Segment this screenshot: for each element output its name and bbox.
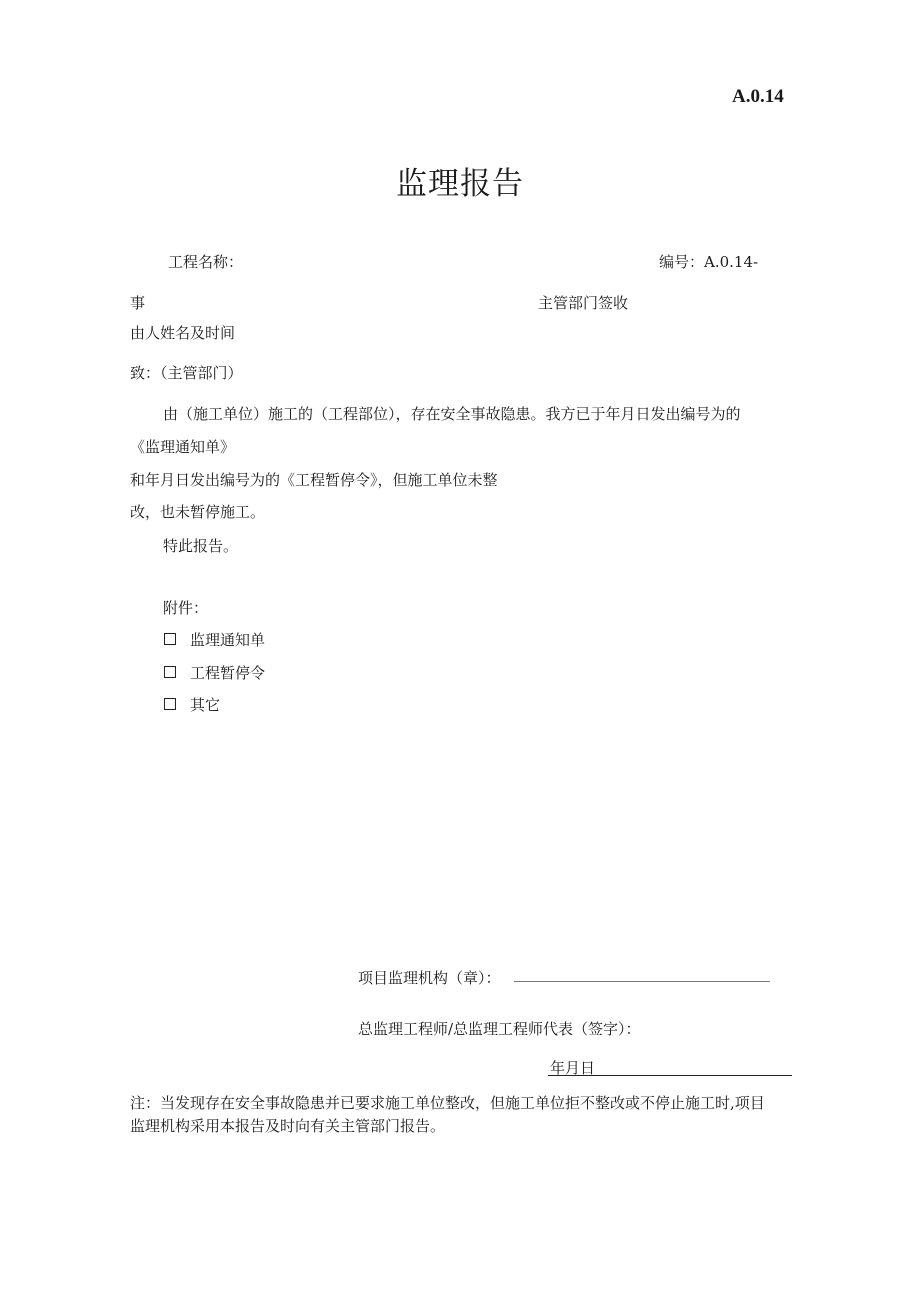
- body-line-5: 特此报告。: [163, 537, 239, 555]
- document-number-label: 编号：A.0.14-: [659, 253, 759, 271]
- dept-sign-label: 主管部门签收: [538, 294, 629, 312]
- attachment-item-label: 其它: [190, 696, 221, 714]
- body-line-2: 《监理通知单》: [130, 438, 236, 456]
- body-line-3: 和年月日发出编号为的《工程暂停令》，但施工单位未整: [130, 471, 498, 489]
- attachment-item-label: 监理通知单: [190, 631, 266, 649]
- body-line-1: 由（施工单位）施工的（工程部位），存在安全事故隐患。我方已于年月日发出编号为的: [163, 405, 741, 423]
- project-name-label: 工程名称：: [168, 253, 244, 271]
- chief-engineer-label: 总监理工程师/总监理工程师代表（签字）：: [358, 1020, 641, 1038]
- attachment-item[interactable]: [164, 694, 220, 715]
- note-line-2: 监理机构采用本报告及时向有关主管部门报告。: [130, 1117, 446, 1135]
- date-label: 年月日: [550, 1059, 596, 1077]
- attachments-label: 附件：: [163, 599, 209, 617]
- person-time-label: 由人姓名及时间: [130, 324, 236, 342]
- date-line: [548, 1074, 792, 1076]
- page-title: 监理报告: [396, 166, 524, 202]
- attachment-item[interactable]: [164, 662, 265, 683]
- checkbox-icon[interactable]: [164, 633, 176, 645]
- checkbox-icon[interactable]: [164, 666, 176, 678]
- seal-line: [514, 980, 770, 982]
- attachment-item[interactable]: [164, 629, 265, 650]
- note-line-1: 注：当发现存在安全事故隐患并已要求施工单位整改，但施工单位拒不整改或不停止施工时,项目: [130, 1094, 765, 1112]
- form-code: A.0.14: [732, 86, 784, 107]
- checkbox-icon[interactable]: [164, 698, 176, 710]
- body-line-4: 改，也未暂停施工。: [130, 503, 266, 521]
- matter-label: 事: [130, 294, 146, 312]
- supervision-org-label: 项目监理机构（章）：: [358, 969, 501, 987]
- addressee-line: 致：（主管部门）: [130, 364, 243, 382]
- attachment-item-label: 工程暂停令: [190, 664, 266, 682]
